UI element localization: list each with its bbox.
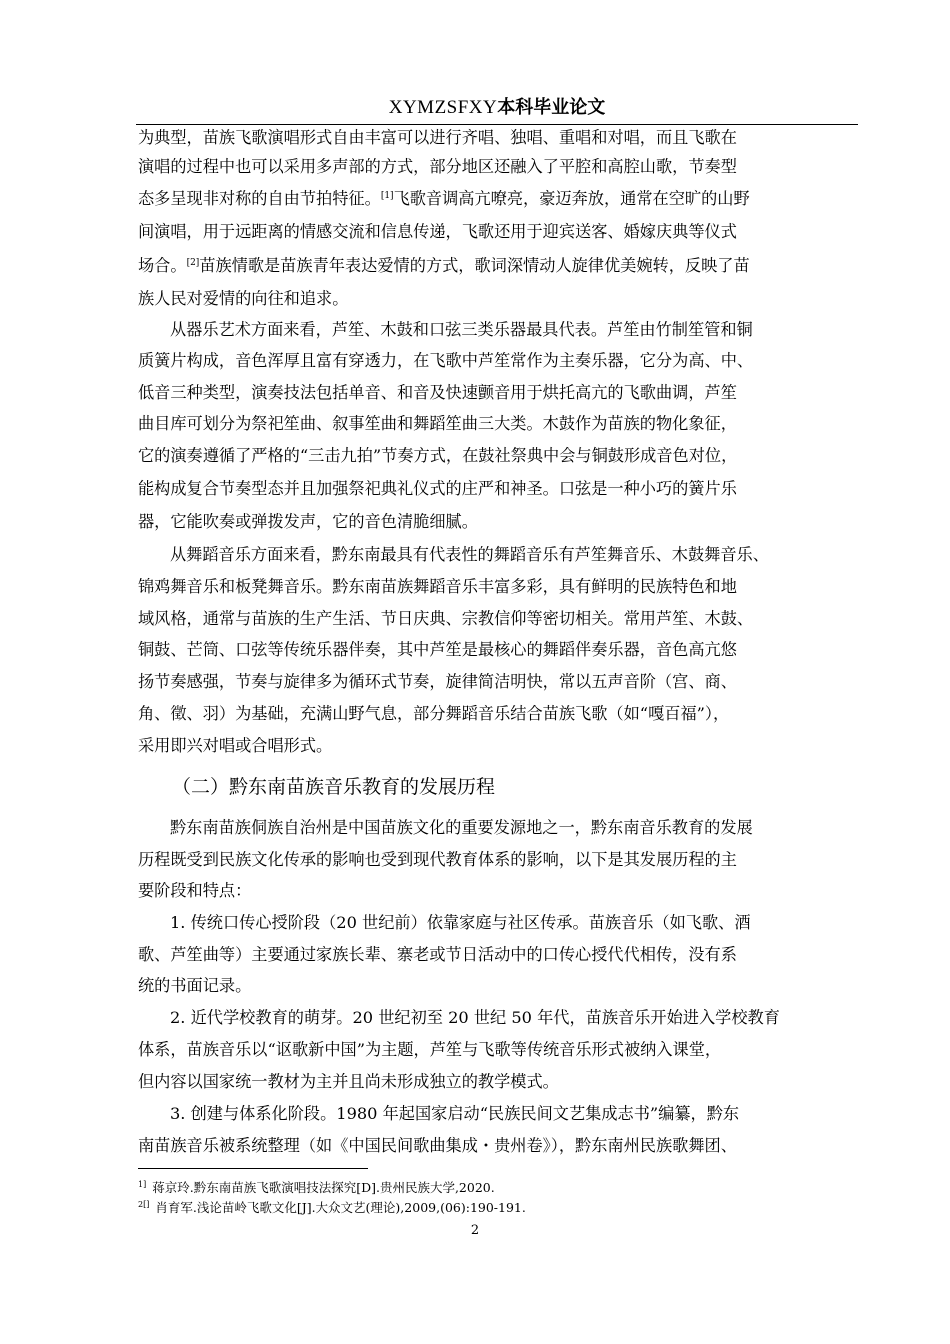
body-line: 但内容以国家统一教材为主并且尚未形成独立的教学模式。: [138, 1072, 559, 1091]
body-line: 体系，苗族音乐以“讴歌新中国”为主题，芦笙与飞歌等传统音乐形式被纳入课堂，: [138, 1040, 722, 1059]
body-line: 要阶段和特点：: [138, 881, 252, 900]
body-line: 3. 创建与体系化阶段。1980 年起国家启动“民族民间文艺集成志书”编纂，黔东: [170, 1104, 740, 1123]
body-line: 铜鼓、芒筒、口弦等传统乐器伴奏，其中芦笙是最核心的舞蹈伴奏乐器，音色高亢悠: [138, 640, 737, 659]
page-number: 2: [470, 1223, 480, 1238]
running-header: [136, 94, 858, 125]
body-line: [138, 189, 750, 209]
body-line: 曲目库可划分为祭祀笙曲、叙事笙曲和舞蹈笙曲三大类。木鼓作为苗族的物化象征，: [138, 414, 737, 433]
body-line: 器，它能吹奏或弹拨发声，它的音色清脆细腻。: [138, 512, 478, 531]
body-line: 演唱的过程中也可以采用多声部的方式，部分地区还融入了平腔和高腔山歌，节奏型: [138, 157, 737, 176]
footnote-text: 肖育军.浅论苗岭飞歌文化[J].大众文艺(理论),2009,(06):190-191.: [155, 1200, 526, 1215]
footnote: [138, 1180, 495, 1196]
body-line: 域风格，通常与苗族的生产生活、节日庆典、宗教信仰等密切相关。常用芦笙、木鼓、: [138, 609, 754, 628]
footnote-text: 蒋京玲.黔东南苗族飞歌演唱技法探究[D].贵州民族大学,2020.: [152, 1180, 495, 1195]
body-line: 低音三种类型，演奏技法包括单音、和音及快速颤音用于烘托高亢的飞歌曲调，芦笙: [138, 383, 737, 402]
text-run: 飞歌音调高亢嘹亮，豪迈奔放，通常在空旷的山野: [393, 189, 750, 208]
body-line: [138, 256, 750, 276]
body-line: 歌、芦笙曲等）主要通过家族长辈、寨老或节日活动中的口传心授代代相传，没有系: [138, 945, 737, 964]
footnote: [138, 1200, 526, 1216]
text-run: 场合。: [138, 256, 187, 275]
body-line: 南苗族音乐被系统整理（如《中国民间歌曲集成・贵州卷》），黔东南州民族歌舞团、: [138, 1136, 737, 1155]
citation-mark: [1]: [380, 191, 394, 201]
footnote-mark: 2[]: [138, 1200, 150, 1209]
footnote-separator: [138, 1168, 368, 1169]
body-line: 2. 近代学校教育的萌芽。20 世纪初至 20 世纪 50 年代，苗族音乐开始进入学校教育: [170, 1008, 780, 1027]
body-line: 从舞蹈音乐方面来看，黔东南最具有代表性的舞蹈音乐有芦笙舞音乐、木鼓舞音乐、: [170, 545, 769, 564]
body-line: 质簧片构成，音色浑厚且富有穿透力，在飞歌中芦笙常作为主奏乐器，它分为高、中、: [138, 351, 754, 370]
section-heading: （二）黔东南苗族音乐教育的发展历程: [172, 776, 496, 798]
body-line: 扬节奏感强，节奏与旋律多为循环式节奏，旋律简洁明快，常以五声音阶（宫、商、: [138, 672, 737, 691]
body-line: 族人民对爱情的向往和追求。: [138, 289, 349, 308]
text-run: 态多呈现非对称的自由节拍特征。: [138, 189, 381, 208]
body-line: 为典型，苗族飞歌演唱形式自由丰富可以进行齐唱、独唱、重唱和对唱，而且飞歌在: [138, 128, 737, 147]
footnote-mark: 1]: [138, 1180, 147, 1189]
body-line: 采用即兴对唱或合唱形式。: [138, 736, 333, 755]
header-label: 本科毕业论文: [497, 97, 606, 118]
body-line: 角、徵、羽）为基础，充满山野气息，部分舞蹈音乐结合苗族飞歌（如“嘎百福”），: [138, 704, 730, 723]
body-line: 历程既受到民族文化传承的影响也受到现代教育体系的影响，以下是其发展历程的主: [138, 850, 737, 869]
body-line: 间演唱，用于远距离的情感交流和信息传递，飞歌还用于迎宾送客、婚嫁庆典等仪式: [138, 222, 737, 241]
text-run: 苗族情歌是苗族青年表达爱情的方式，歌词深情动人旋律优美婉转，反映了苗: [199, 256, 750, 275]
body-line: 1. 传统口传心授阶段（20 世纪前）依靠家庭与社区传承。苗族音乐（如飞歌、酒: [170, 913, 751, 932]
body-line: 它的演奏遵循了严格的“三击九拍”节奏方式，在鼓社祭典中会与铜鼓形成音色对位，: [138, 446, 738, 465]
body-line: 从器乐艺术方面来看，芦笙、木鼓和口弦三类乐器最具代表。芦笙由竹制笙管和铜: [170, 320, 753, 339]
body-line: 黔东南苗族侗族自治州是中国苗族文化的重要发源地之一，黔东南音乐教育的发展: [170, 818, 753, 837]
header-code: XYMZSFXY: [388, 97, 498, 118]
citation-mark: [2]: [186, 258, 200, 268]
body-line: 统的书面记录。: [138, 976, 252, 995]
body-line: 能构成复合节奏型态并且加强祭祀典礼仪式的庄严和神圣。口弦是一种小巧的簧片乐: [138, 479, 737, 498]
body-line: 锦鸡舞音乐和板凳舞音乐。黔东南苗族舞蹈音乐丰富多彩，具有鲜明的民族特色和地: [138, 577, 737, 596]
